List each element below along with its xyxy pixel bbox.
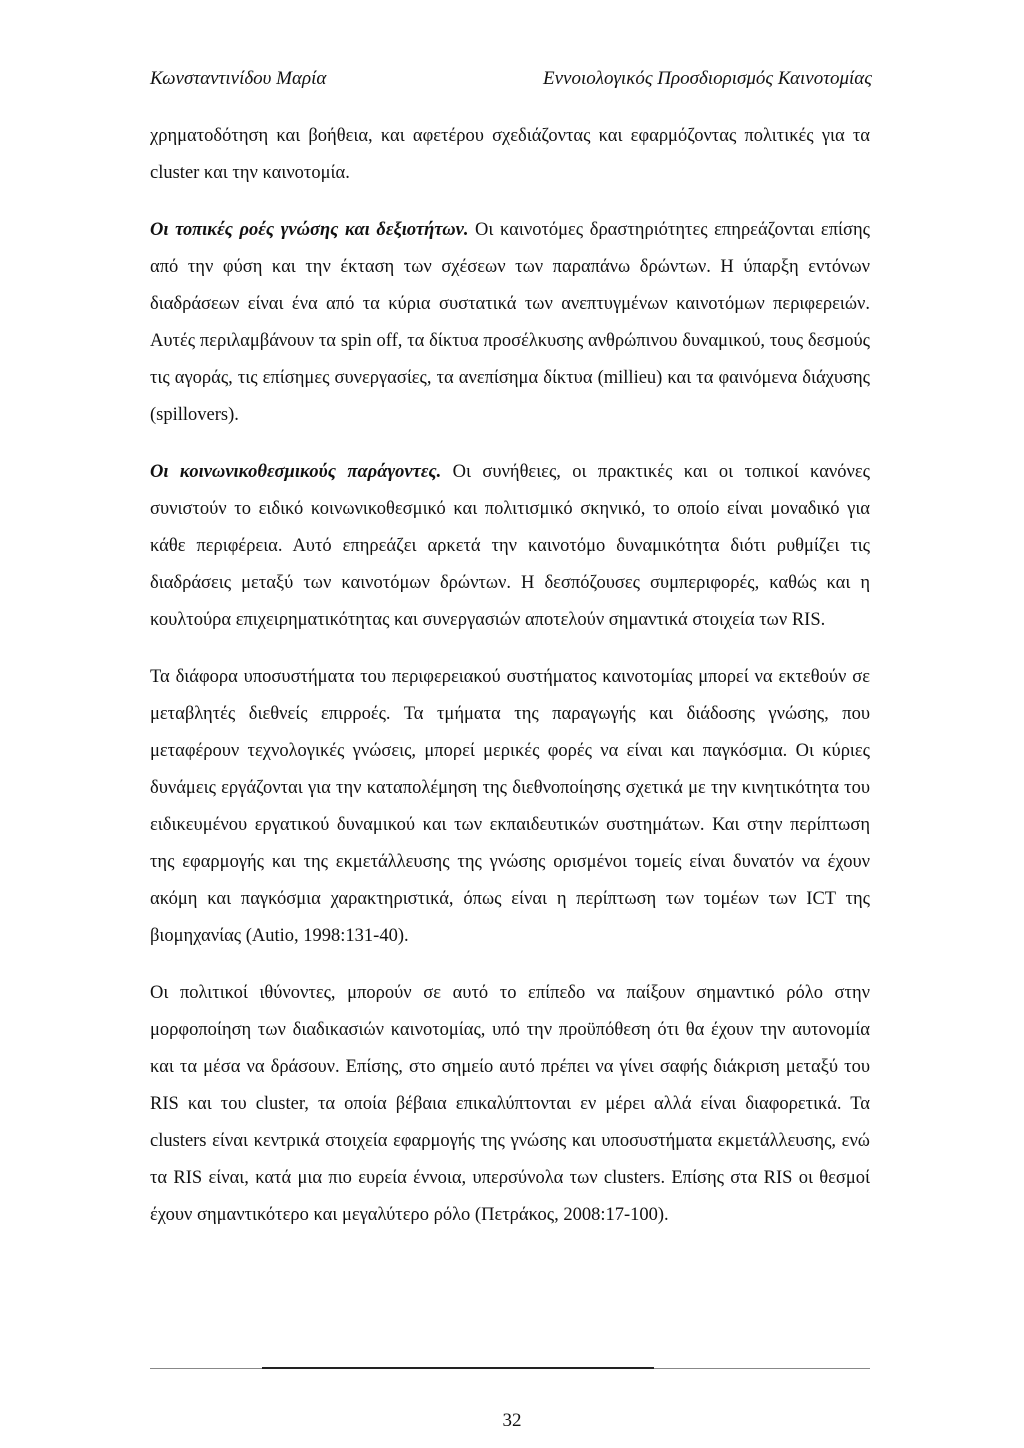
header-title: Εννοιολογικός Προσδιορισμός Καινοτομίας [542,68,872,89]
body-text [150,118,870,1254]
paragraph-4: Τα διάφορα υποσυστήματα του περιφερειακού συστήματος καινοτομίας μπορεί να εκτεθούν σε μεταβλητές διεθνείς επιρροές. Τα τμήματα της παραγωγής και διάδοσης γνώσης, που μεταφέρουν τεχνολογικές γνώσεις, μπορεί μερικές φορές να είναι και παγκόσμια. Οι κύριες δυνάμεις εργάζονται για την καταπολέμηση της διεθνοποίησης σχετικά με την κινητικότητα του ειδικευμένου εργατικού δυναμικού και των εκπαιδευτικών συστημάτων. Και στην περίπτωση της εφαρμογής και της εκμετάλλευσης της γνώσης ορισμένοι τομείς είναι δυνατόν να έχουν ακόμη και παγκόσμια χαρακτηριστικά, όπως είναι η περίπτωση των τομέων των ICT της βιομηχανίας (Autio, 1998:131-40). [150,667,870,946]
paragraph-3 [150,454,870,639]
paragraph-2 [150,212,870,434]
paragraph-5: Οι πολιτικοί ιθύνοντες, μπορούν σε αυτό το επίπεδο να παίξουν σημαντικό ρόλο στην μορφοποίηση των διαδικασιών καινοτομίας, υπό την προϋπόθεση ότι θα έχουν την αυτονομία και τα μέσα να δράσουν. Επίσης, στο σημείο αυτό πρέπει να γίνει σαφής διάκριση μεταξύ του RIS και του cluster, τα οποία βέβαια επικαλύπτονται εν μέρει αλλά είναι διαφορετικά. Τα clusters είναι κεντρικά στοιχεία εφαρμογής της γνώσης και υποσυστήματα εκμετάλλευσης, ενώ τα RIS είναι, κατά μια πιο ευρεία έννοια, υπερσύνολα των clusters. Επίσης στα RIS οι θεσμοί έχουν σημαντικότερο και μεγαλύτερο ρόλο (Πετράκος, 2008:17-100). [150,983,870,1225]
running-header [150,66,872,92]
paragraph-3-heading: Οι κοινωνικοθεσμικούς παράγοντες. [150,462,442,482]
paragraph-2-heading: Οι τοπικές ροές γνώσης και δεξιοτήτων. [150,220,469,240]
header-author: Κωνσταντινίδου Μαρία [150,68,327,89]
page-number: 32 [502,1410,522,1431]
footer-rule-accent [262,1367,654,1369]
paragraph-3-text: Οι συνήθειες, οι πρακτικές και οι τοπικοί κανόνες συνιστούν το ειδικό κοινωνικοθεσμικό και πολιτισμικό σκηνικό, το οποίο είναι μοναδικό για κάθε περιφέρεια. Αυτό επηρεάζει αρκετά την καινοτόμο δυναμικότητα διότι ρυθμίζει τις διαδράσεις μεταξύ των καινοτόμων δρώντων. Η δεσπόζουσες συμπεριφορές, καθώς και η κουλτούρα επιχειρηματικότητας και συνεργασιών αποτελούν σημαντικά στοιχεία των RIS. [150,462,870,630]
paragraph-1: χρηματοδότηση και βοήθεια, και αφετέρου σχεδιάζοντας και εφαρμόζοντας πολιτικές για τα cluster και την καινοτομία. [150,126,870,183]
paragraph-2-text: Οι καινοτόμες δραστηριότητες επηρεάζονται επίσης από την φύση και την έκταση των σχέσεων των παραπάνω δρώντων. Η ύπαρξη εντόνων διαδράσεων είναι ένα από τα κύρια συστατικά των ανεπτυγμένων καινοτόμων περιφερειών. Αυτές περιλαμβάνουν τα spin off, τα δίκτυα προσέλκυσης ανθρώπινου δυναμικού, τους δεσμούς τις αγοράς, τις επίσημες συνεργασίες, τα ανεπίσημα δίκτυα (millieu) και τα φαινόμενα διάχυσης (spillovers). [150,220,870,425]
